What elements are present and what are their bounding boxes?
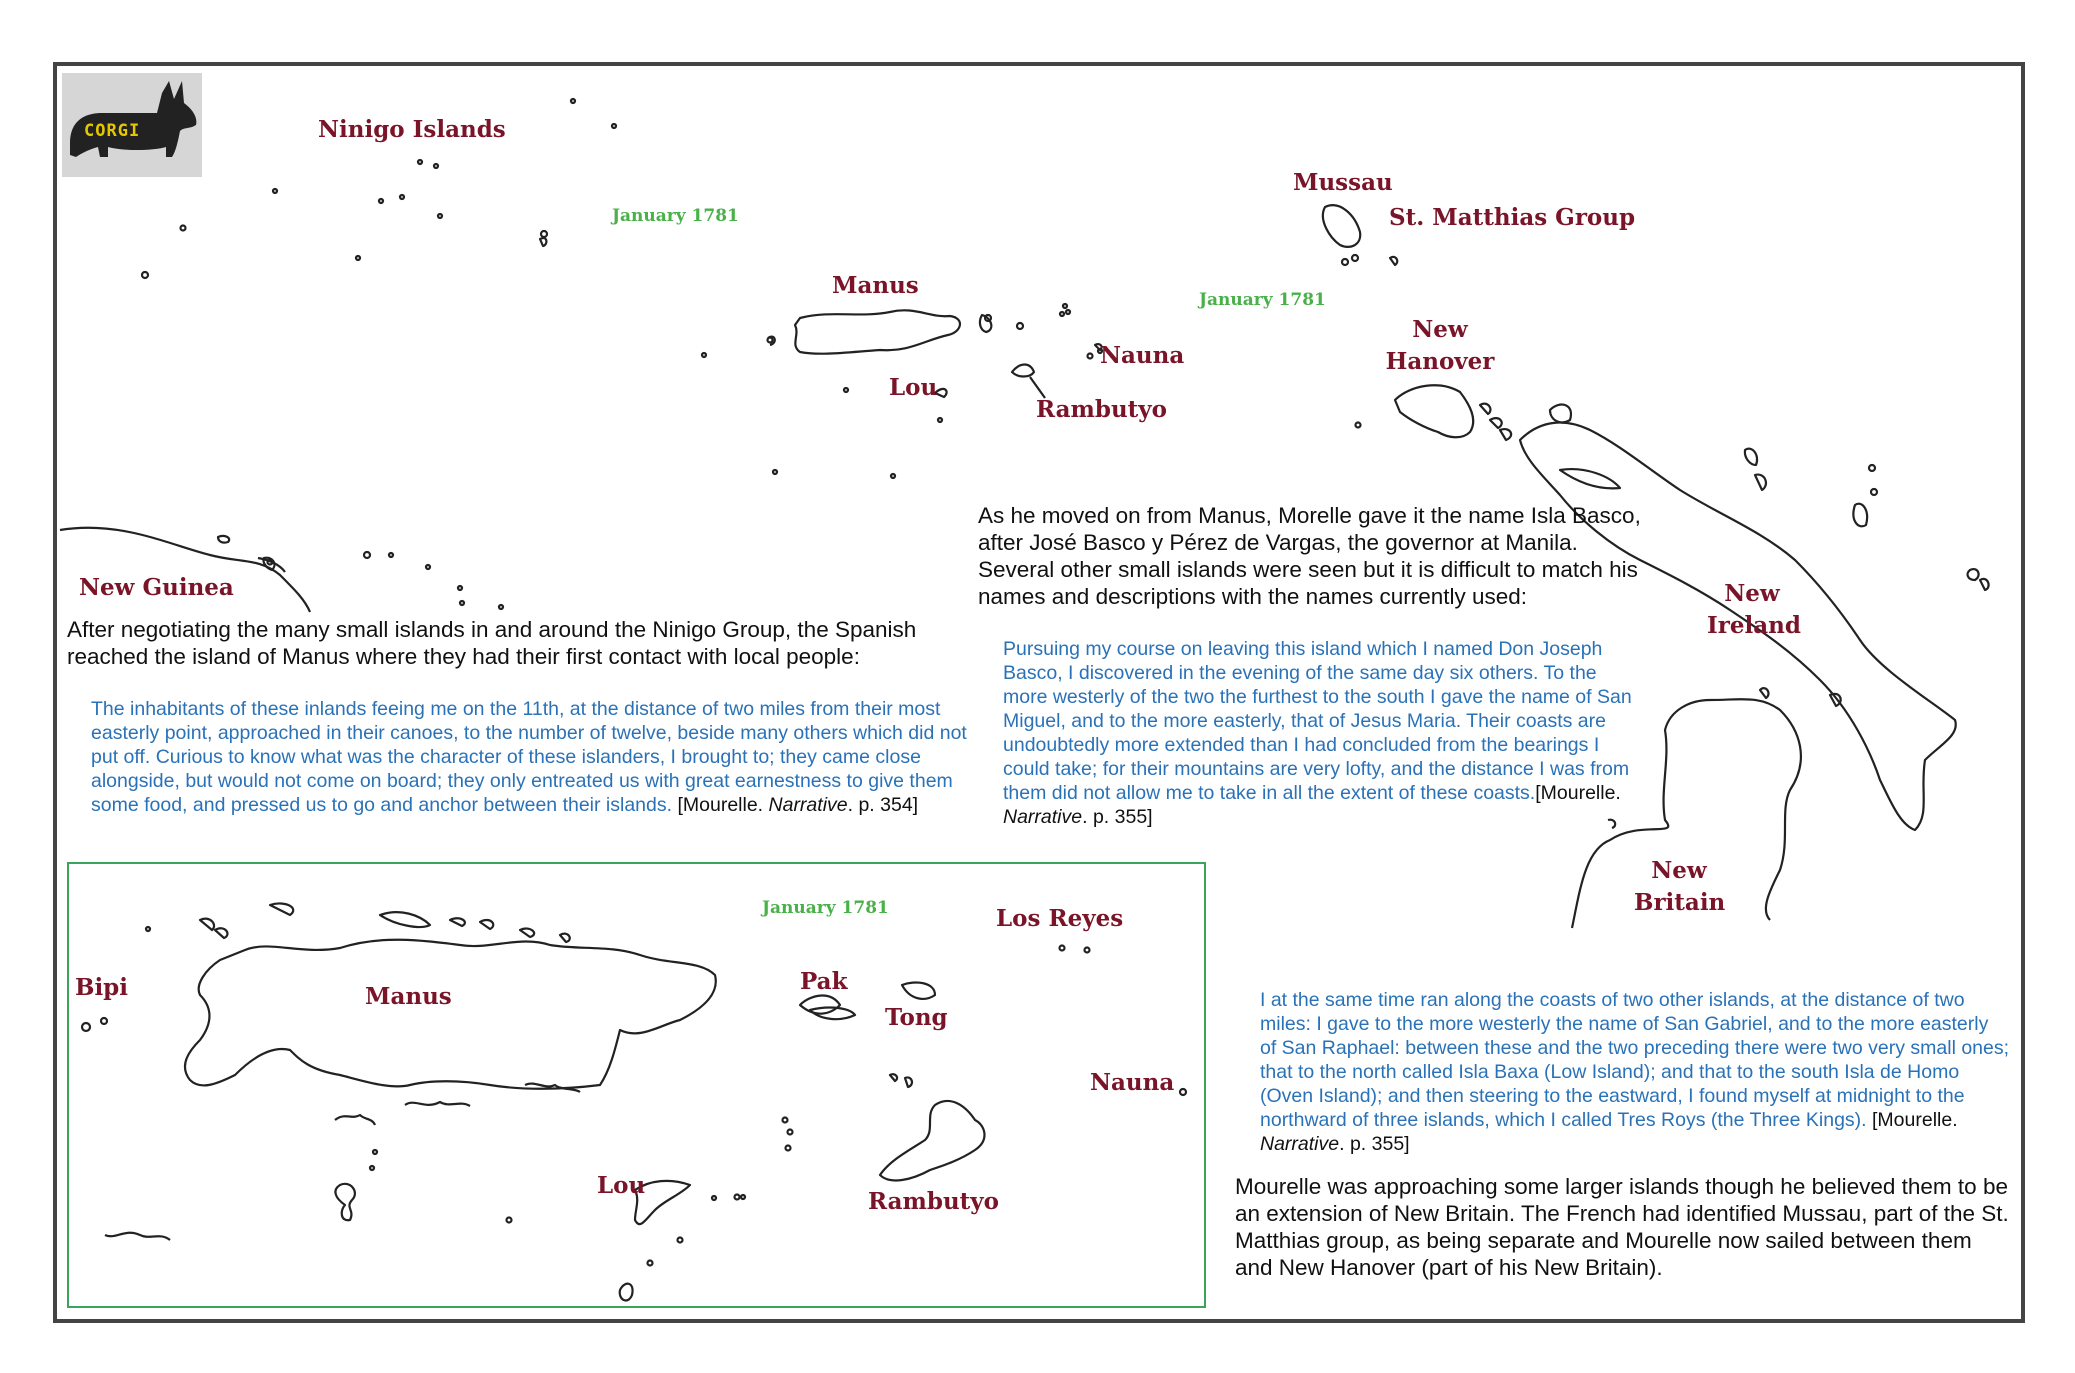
right-quote xyxy=(1003,637,1643,829)
bottom-quote-text: I at the same time ran along the coasts of two other islands, at the distance of two miles: I gave to the more westerly the name of San Gabriel, and to the more easterly of San Raphael: between these and the two preceding there were two very small ones; that to the north called Isla Baxa (Low Island); and that to the south Isla de Homo (Oven Island); and then steering to the eastward, I found myself at midnight to the northward of three islands, which I called Tres Roys (the Three Kings). xyxy=(1260,989,2010,1131)
inset-label-nauna: Nauna xyxy=(1090,1069,1175,1096)
inset-label-lou: Lou xyxy=(597,1172,646,1199)
label-rambutyo: Rambutyo xyxy=(1036,396,1168,423)
label-new-guinea: New Guinea xyxy=(79,574,234,601)
inset-date-label: January 1781 xyxy=(762,898,889,918)
left-intro-paragraph: After negotiating the many small islands in and around the Ninigo Group, the Spanish reached the island of Manus where they had their first contact with local people: xyxy=(67,617,917,669)
label-new-britain-line1: New xyxy=(1651,857,1707,884)
inset-label-los-reyes: Los Reyes xyxy=(996,905,1124,932)
label-new-hanover-line1: New xyxy=(1412,316,1468,343)
inset-label-manus: Manus xyxy=(365,983,452,1010)
right-quote-citation: [Mourelle. Narrative. p. 355] xyxy=(1003,782,1621,828)
right-quote-text: Pursuing my course on leaving this island which I named Don Joseph Basco, I discovered in the evening of the same day six others. To the more westerly of the two the furthest to the south I gave the name of San Miguel, and to the more easterly, that of Jesus Maria. Their coasts are undoubtedly more extended than I had concluded from the bearings I could take; for their mountains are very lofty, and the distance I was from them did not allow me to take in all the extent of these coasts. xyxy=(1003,638,1632,804)
corgi-logo xyxy=(62,73,202,177)
left-quote-citation: [Mourelle. Narrative. p. 354] xyxy=(677,794,919,816)
label-new-ireland-line2: Ireland xyxy=(1707,612,1801,639)
label-new-ireland-line1: New xyxy=(1724,580,1780,607)
label-new-hanover-line2: Hanover xyxy=(1385,348,1495,375)
label-ninigo-islands: Ninigo Islands xyxy=(318,116,506,143)
date-label-2: January 1781 xyxy=(1199,290,1326,310)
bottom-quote xyxy=(1260,988,2010,1156)
label-nauna: Nauna xyxy=(1100,342,1185,369)
inset-label-bipi: Bipi xyxy=(75,974,128,1001)
bottom-paragraph: Mourelle was approaching some larger islands though he believed them to be an extension of New Britain. The French had identified Mussau, part of the St. Matthias group, as being separate and Mourelle now sailed between them and New Hanover (part of his New Britain). xyxy=(1235,1174,2009,1280)
label-lou: Lou xyxy=(889,374,938,401)
bottom-quote-citation: [Mourelle. Narrative. p. 355] xyxy=(1260,1109,1958,1155)
right-intro-paragraph: As he moved on from Manus, Morelle gave it the name Isla Basco, after José Basco y Pérez de Vargas, the governor at Manila. Several other small islands were seen but it is difficult to match his names and descriptions with the names currently used: xyxy=(978,503,1641,609)
inset-label-tong: Tong xyxy=(885,1004,948,1031)
inset-label-rambutyo: Rambutyo xyxy=(868,1188,1000,1215)
label-st-matthias-group: St. Matthias Group xyxy=(1389,204,1636,231)
logo-text: CORGI xyxy=(84,121,141,141)
left-quote xyxy=(91,697,971,817)
inset-label-pak: Pak xyxy=(800,968,848,995)
date-label-1: January 1781 xyxy=(612,206,739,226)
label-new-britain-line2: Britain xyxy=(1634,889,1726,916)
label-mussau: Mussau xyxy=(1293,169,1393,196)
label-manus: Manus xyxy=(832,272,919,299)
left-quote-text: The inhabitants of these inlands feeing me on the 11th, at the distance of two miles from their most easterly point, approached in their canoes, to the number of twelve, beside many others which did not put off. Curious to know what was the character of these islanders, I brought to; they came close alongside, but would not come on board; they only entreated us with great earnestness to give them some food, and pressed us to go and anchor between their islands. xyxy=(91,698,967,816)
